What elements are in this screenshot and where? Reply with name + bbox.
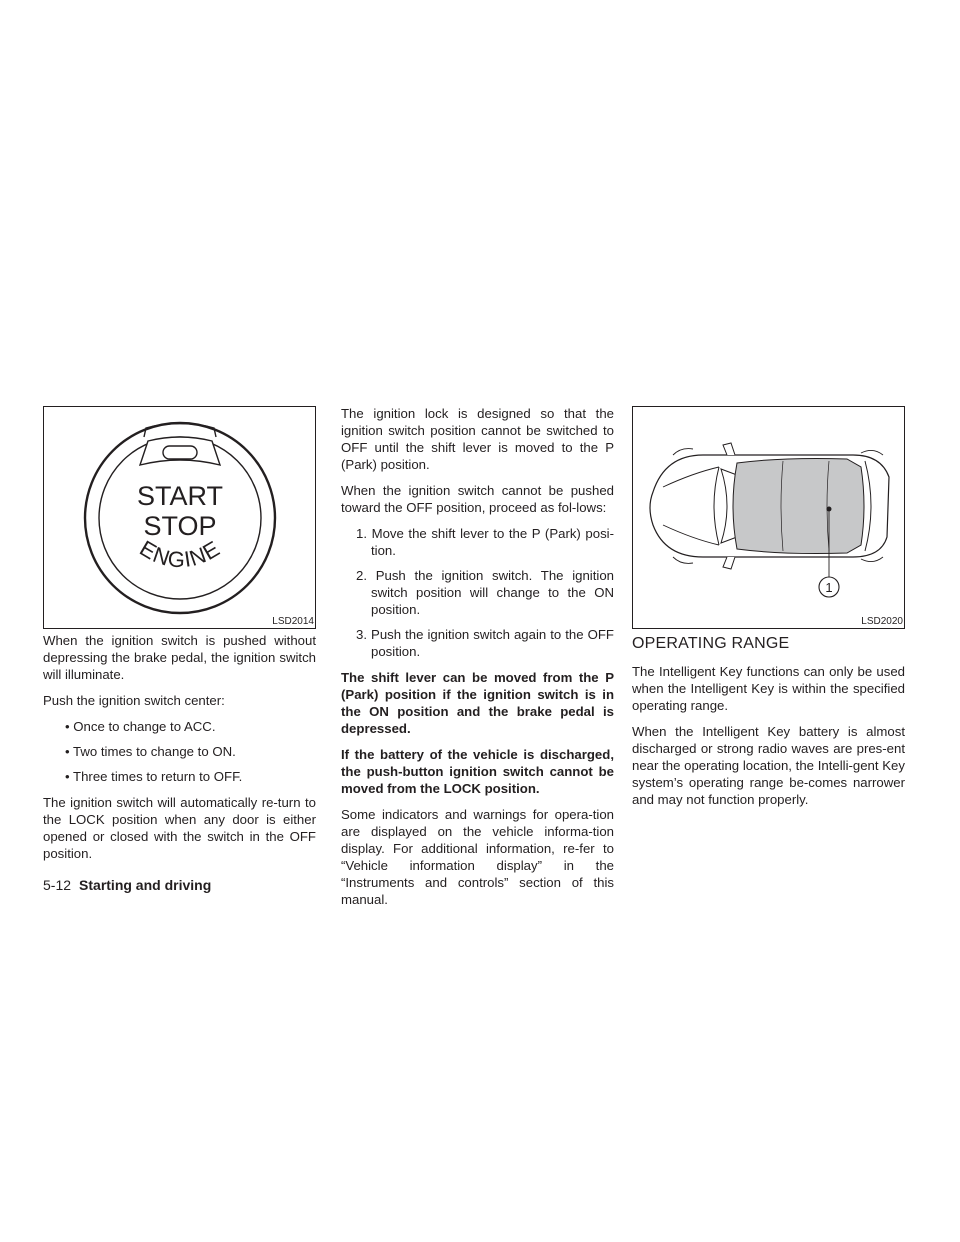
operating-range-figure <box>632 406 905 629</box>
list-item: • Two times to change to ON. <box>65 744 236 759</box>
list-item: 1. Move the shift lever to the P (Park) posi-tion. <box>356 526 614 558</box>
car-top-view-illustration <box>633 407 904 628</box>
start-button-figure <box>43 406 316 629</box>
bullet-list <box>43 718 316 785</box>
list-item: 2. Push the ignition switch. The ignition switch position will change to the ON position. <box>356 568 614 617</box>
column-1 <box>43 632 316 871</box>
bold-note: If the battery of the vehicle is discharged, the push-button ignition switch cannot be moved from the LOCK position. <box>341 747 614 796</box>
numbered-list <box>341 525 614 660</box>
section-title: Starting and driving <box>79 877 212 893</box>
paragraph: The Intelligent Key functions can only be used when the Intelligent Key is within the specified operating range. <box>632 664 905 713</box>
button-label-start: START <box>136 481 224 511</box>
list-item: • Once to change to ACC. <box>65 719 216 734</box>
column-2 <box>341 405 614 917</box>
paragraph: When the ignition switch is pushed without depressing the brake pedal, the ignition switch will illuminate. <box>43 633 316 682</box>
callout-number: 1 <box>825 580 833 595</box>
figure-id: LSD2020 <box>861 616 903 627</box>
button-label-engine: ENGINE <box>135 535 225 573</box>
paragraph: Some indicators and warnings for opera-tion are displayed on the vehicle informa-tion display. For additional information, re-fer to “Vehicle information display” in the “Instruments and controls” section of this manual. <box>341 807 614 907</box>
list-item: 3. Push the ignition switch again to the OFF position. <box>356 627 614 659</box>
bold-note: The shift lever can be moved from the P (Park) position if the ignition switch is in the ON position and the brake pedal is depressed. <box>341 670 614 736</box>
start-stop-button-illustration <box>44 407 315 628</box>
page-footer <box>43 876 211 894</box>
paragraph: The ignition switch will automatically re-turn to the LOCK position when any door is either opened or closed with the switch in the OFF position. <box>43 795 316 861</box>
paragraph: The ignition lock is designed so that the ignition switch position cannot be switched to OFF until the shift lever is moved to the P (Park) position. <box>341 406 614 472</box>
list-item: • Three times to return to OFF. <box>65 769 243 784</box>
column-3 <box>632 634 905 817</box>
figure-id: LSD2014 <box>272 616 314 627</box>
button-label-stop: STOP <box>143 511 217 541</box>
page-number: 5-12 <box>43 877 72 893</box>
paragraph: When the ignition switch cannot be pushed toward the OFF position, proceed as fol-lows: <box>341 483 614 515</box>
paragraph: Push the ignition switch center: <box>43 693 225 708</box>
paragraph: When the Intelligent Key battery is almost discharged or strong radio waves are pres-ent near the operating location, the Intelli-gent Key system’s operating range be-comes narrower and may not function properly. <box>632 724 905 807</box>
section-heading: OPERATING RANGE <box>632 635 790 652</box>
